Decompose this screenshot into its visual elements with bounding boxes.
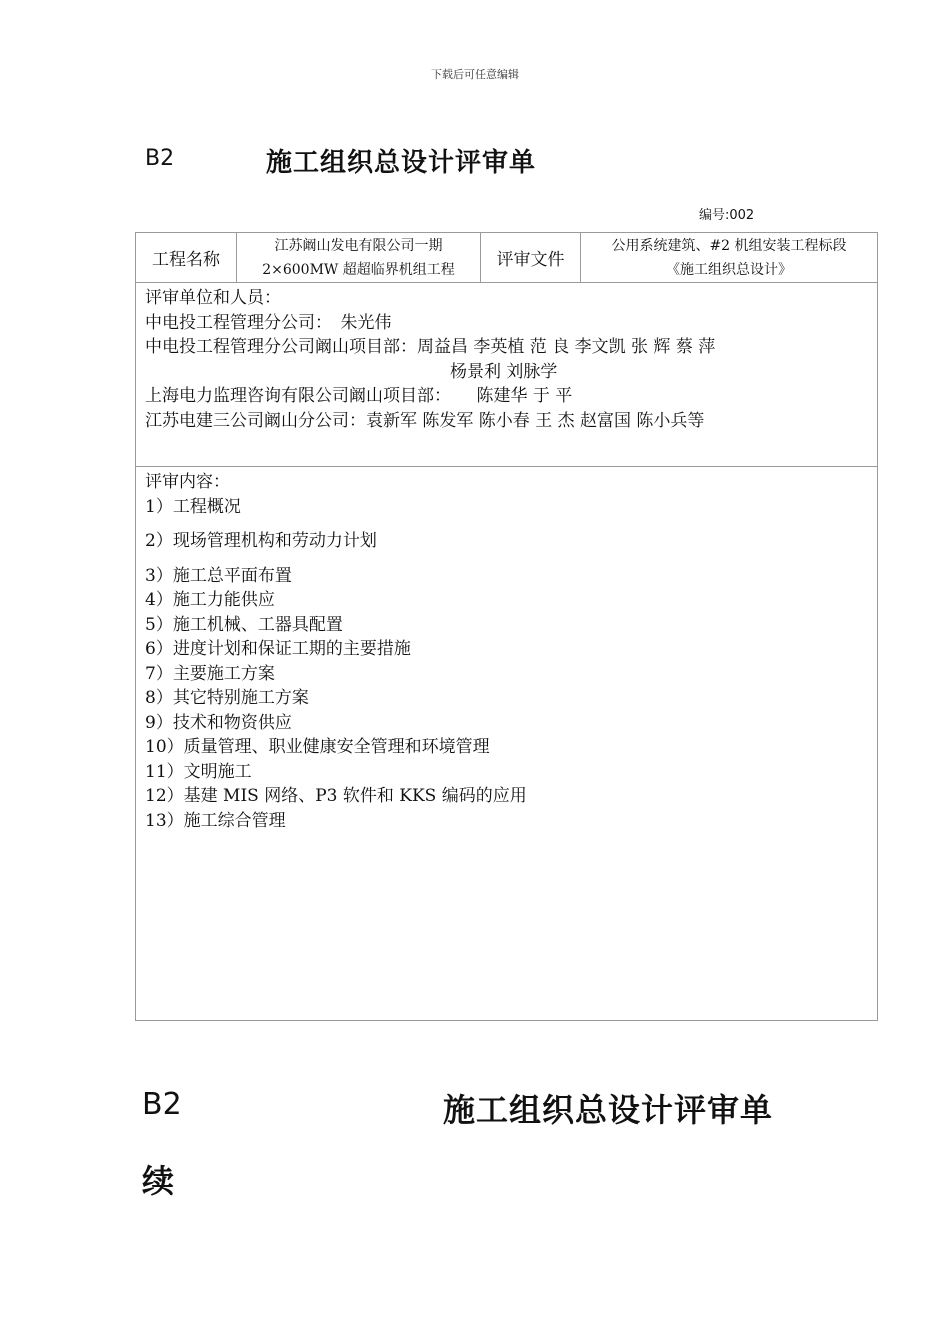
participant-line: 中电投工程管理分公司： 朱光伟 xyxy=(145,312,392,333)
participant-line: 江苏电建三公司阚山分公司：袁新军 陈发军 陈小春 王 杰 赵富国 陈小兵等 xyxy=(145,410,705,431)
project-name-line: 2×600MW 超超临界机组工程 xyxy=(262,261,455,278)
content-item: 3）施工总平面布置 xyxy=(145,565,292,586)
content-row xyxy=(136,467,878,1021)
review-document-label: 评审文件 xyxy=(481,233,581,283)
participant-line: 中电投工程管理分公司阚山项目部：周益昌 李英植 范 良 李文凯 张 辉 蔡 萍 xyxy=(145,337,716,357)
content-item: 5）施工机械、工器具配置 xyxy=(145,614,343,635)
header-note: 下载后可任意编辑 xyxy=(431,68,519,81)
header-row xyxy=(136,233,878,283)
content-item: 13）施工综合管理 xyxy=(145,810,286,831)
form-code-continued: B2 xyxy=(142,1087,182,1122)
form-title: 施工组织总设计评审单 xyxy=(266,148,537,178)
serial-number: 编号:002 xyxy=(699,208,755,223)
content-cell xyxy=(136,467,878,1021)
content-item: 9）技术和物资供应 xyxy=(145,712,292,733)
content-heading: 评审内容： xyxy=(145,472,230,492)
project-name-value xyxy=(237,233,481,283)
content-item: 7）主要施工方案 xyxy=(145,663,275,684)
participants-cell xyxy=(136,283,878,467)
project-name-label: 工程名称 xyxy=(136,233,237,283)
participant-line: 上海电力监理咨询有限公司阚山项目部： 陈建华 于 平 xyxy=(145,386,573,406)
form-code: B2 xyxy=(145,146,175,171)
content-item: 11）文明施工 xyxy=(145,761,252,782)
continued-label: 续 xyxy=(142,1162,175,1200)
participants-row xyxy=(136,283,878,467)
form-title-continued: 施工组织总设计评审单 xyxy=(443,1091,774,1129)
participants-heading: 评审单位和人员： xyxy=(145,288,281,308)
review-document-line: 《施工组织总设计》 xyxy=(666,261,792,278)
content-item: 8）其它特别施工方案 xyxy=(145,688,309,708)
participant-line: 杨景利 刘脉学 xyxy=(450,361,558,382)
content-item: 4）施工力能供应 xyxy=(145,590,275,610)
project-name-line: 江苏阚山发电有限公司一期 xyxy=(274,237,443,254)
review-document-line: 公用系统建筑、#2 机组安装工程标段 xyxy=(611,237,847,254)
content-item: 1）工程概况 xyxy=(145,496,241,517)
content-item: 12）基建 MIS 网络、P3 软件和 KKS 编码的应用 xyxy=(145,786,527,806)
content-item: 10）质量管理、职业健康安全管理和环境管理 xyxy=(145,737,490,757)
content-item: 2）现场管理机构和劳动力计划 xyxy=(145,531,377,551)
review-document-value xyxy=(581,233,878,283)
content-item: 6）进度计划和保证工期的主要措施 xyxy=(145,639,411,659)
review-table xyxy=(135,232,878,1021)
